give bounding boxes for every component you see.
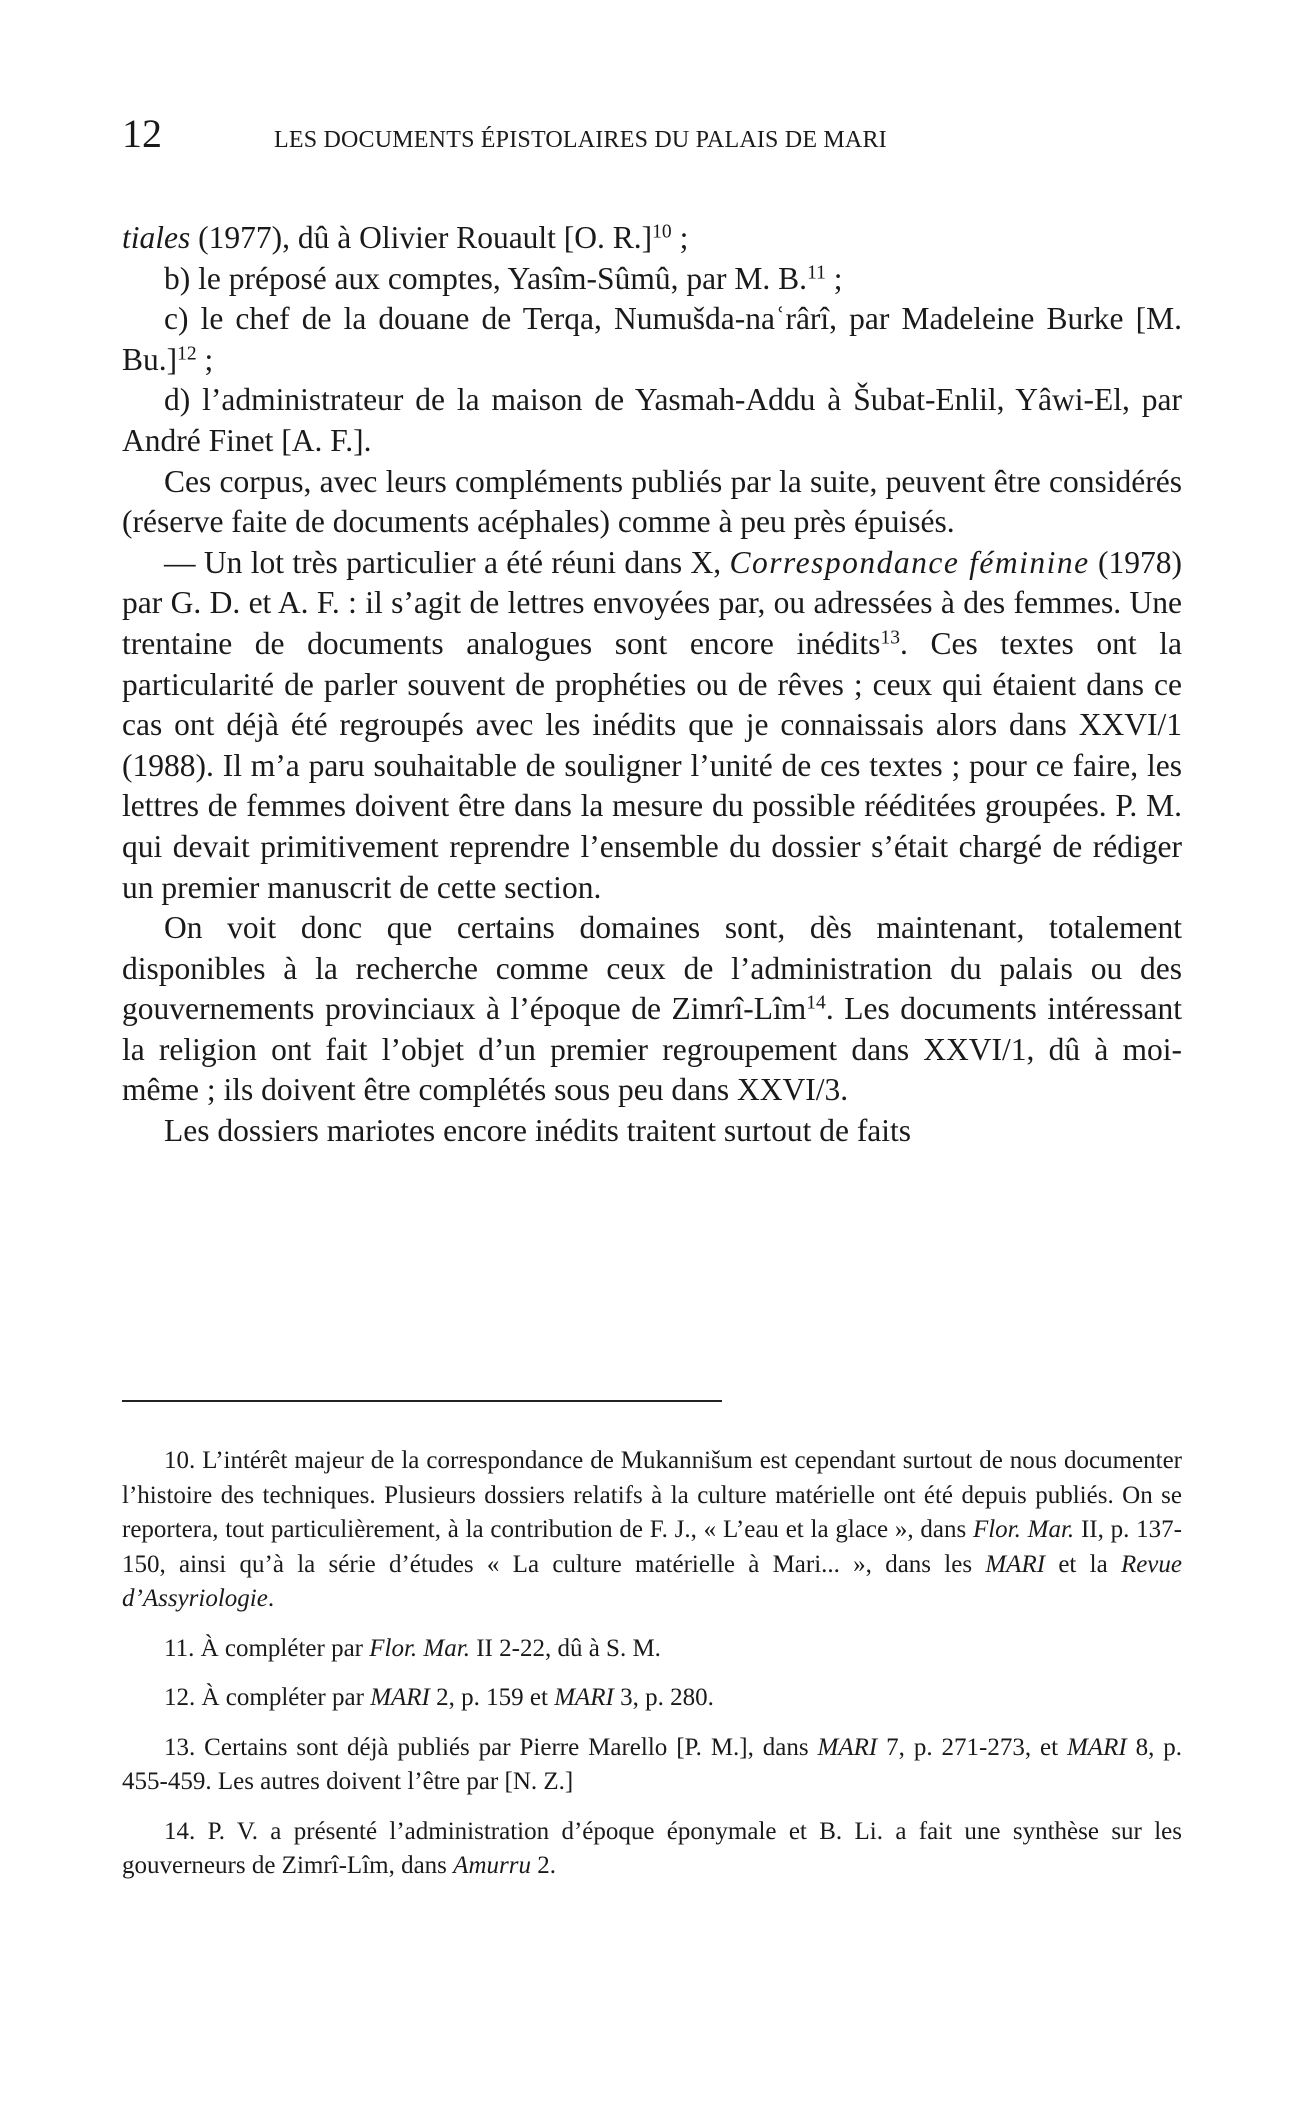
running-head bbox=[122, 110, 1182, 160]
italic-word: tiales bbox=[122, 220, 191, 255]
main-text bbox=[122, 218, 1182, 1152]
list-item-c: c) le chef de la douane de Terqa, Numušda-naʿrârî, par Madeleine Burke [M. Bu.]$^{12}$ ; bbox=[122, 301, 1182, 377]
footnote-ref-10[interactable]: 10 bbox=[652, 221, 672, 243]
footnote-14: 14. P. V. a présenté l’administration d’époque éponymale et B. Li. a fait une synthèse sur les gouverneurs de Zimrî-Lîm, dans Amurru 2. bbox=[122, 1817, 1182, 1879]
footnote-divider bbox=[122, 1400, 722, 1402]
paragraph-correspondance-feminine: — Un lot très particulier a été réuni dans X, Correspondance féminine (1978) par G. D. et A. F. : il s’agit de lettres envoyées par, ou adressées à des femmes. Une trentaine de documents analogues sont encore inédits$^{13}$. Ces textes ont la particularité de parler souvent de prophéties ou de rêves ; ceux qui étaient dans ce cas ont déjà été regroupés avec les inédits que je connaissais alors dans XXVI/1 (1988). Il m’a paru souhaitable de souligner l’unité de ces textes ; pour ce faire, les lettres de femmes doivent être dans la mesure du possible rééditées groupées. P. M. qui devait primitivement reprendre l’ensemble du dossier s’était chargé de rédiger un premier manuscrit de cette section. bbox=[122, 544, 1182, 905]
footnote-ref-12[interactable]: 12 bbox=[177, 343, 197, 365]
page-number: 12 bbox=[122, 111, 162, 156]
footnote-13: 13. Certains sont déjà publiés par Pierre Marello [P. M.], dans MARI 7, p. 271-273, et MARI 8, p. 455-459. Les autres doivent l’être par [N. Z.] bbox=[122, 1733, 1183, 1795]
footnote-10: 10. L’intérêt majeur de la correspondance de Mukannišum est cependant surtout de nous documenter l’histoire des techniques. Plusieurs dossiers relatifs à la culture matérielle ont été depuis publiés. On se reportera, tout particulièrement, à la contribution de F. J., « L’eau et la glace », dans Flor. Mar. II, p. 137-150, ainsi qu’à la série d’études « La culture matérielle à Mari... », dans les MARI et la Revue d’Assyriologie. bbox=[122, 1447, 1182, 1612]
footnote-12: 12. À compléter par MARI 2, p. 159 et MARI 3, p. 280. bbox=[164, 1684, 714, 1711]
footnote-11: 11. À compléter par Flor. Mar. II 2-22, dû à S. M. bbox=[164, 1634, 661, 1662]
running-title: LES DOCUMENTS ÉPISTOLAIRES DU PALAIS DE MARI bbox=[274, 127, 887, 153]
footnote-ref-13[interactable]: 13 bbox=[880, 627, 900, 649]
footnote-ref-14[interactable]: 14 bbox=[806, 992, 826, 1014]
list-item-d: d) l’administrateur de la maison de Yasmah-Addu à Šubat-Enlil, Yâwi-El, par André Finet [A. F.]. bbox=[122, 382, 1182, 458]
paragraph-dossiers: Les dossiers mariotes encore inédits traitent surtout de faits bbox=[164, 1113, 912, 1149]
paragraph-corpus: Ces corpus, avec leurs compléments publiés par la suite, peuvent être considérés (réserve faite de documents acéphales) comme à peu près épuisés. bbox=[122, 463, 1182, 540]
italic-title: Correspondance féminine bbox=[729, 544, 1090, 580]
paragraph-continuation: tiales (1977), dû à Olivier Rouault [O. R.]$^{10}$ ; bbox=[122, 220, 689, 255]
list-item-b: b) le préposé aux comptes, Yasîm-Sûmû, par M. B.$^{11}$ ; bbox=[164, 260, 843, 296]
footnote-ref-11[interactable]: 11 bbox=[807, 261, 826, 283]
footnotes bbox=[122, 1444, 1182, 1899]
paragraph-domaines: On voit donc que certains domaines sont, dès maintenant, totalement disponibles à la recherche comme ceux de l’administration du palais ou des gouvernements provinciaux à l’époque de Zimrî-Lîm$^{14}$. Les documents intéressant la religion ont fait l’objet d’un premier regroupement dans XXVI/1, dû à moi-même ; ils doivent être complétés sous peu dans XXVI/3. bbox=[122, 910, 1182, 1108]
